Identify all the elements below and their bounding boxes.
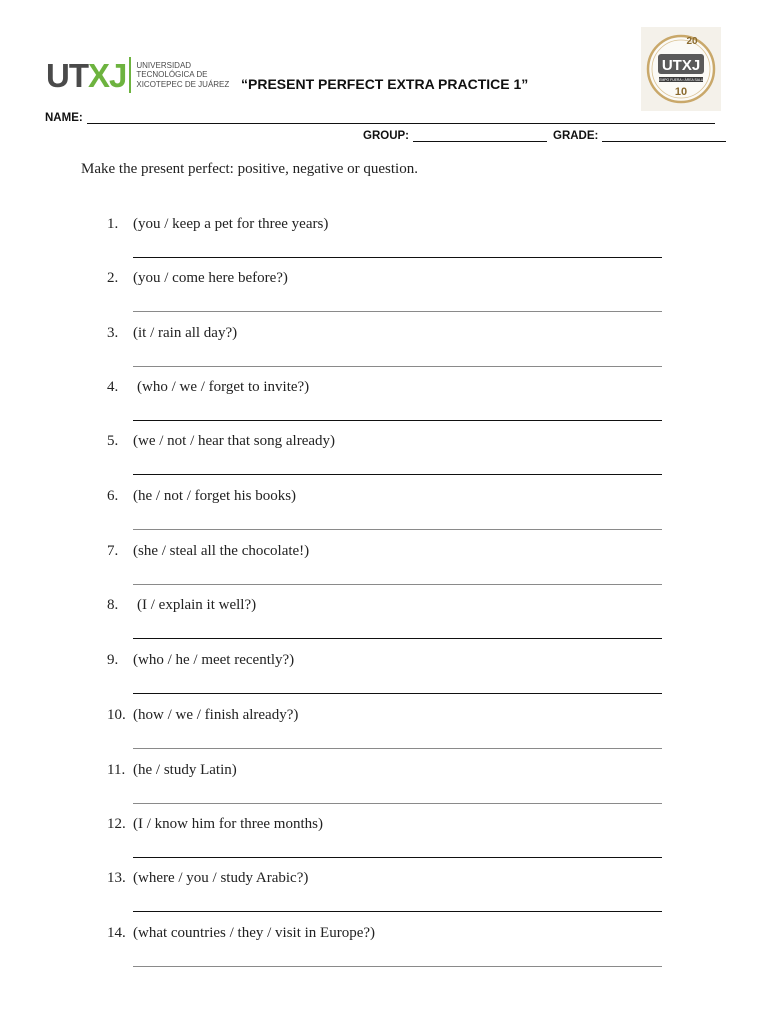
exercise-prompt: (you / keep a pet for three years): [133, 216, 329, 232]
answer-line[interactable]: [133, 693, 662, 694]
exercise-prompt: (he / study Latin): [133, 762, 237, 778]
exercise-prompt: (how / we / finish already?): [133, 707, 299, 723]
exercise-number: 12.: [107, 816, 126, 832]
exercise-item-8: [0, 597, 768, 651]
logo-text-line-2: TECNOLÓGICA DE: [136, 70, 208, 80]
answer-line[interactable]: [133, 474, 662, 475]
exercise-number: 10.: [107, 707, 126, 723]
seal-bottom-number: 10: [674, 86, 688, 98]
answer-line[interactable]: [133, 584, 662, 585]
group-grade-row: [363, 130, 732, 142]
exercise-item-10: [0, 707, 768, 761]
answer-line[interactable]: [133, 966, 662, 967]
answer-line[interactable]: [133, 638, 662, 639]
exercise-prompt: (it / rain all day?): [133, 325, 238, 341]
exercise-prompt: (I / know him for three months): [133, 816, 323, 832]
seal-name: UTXJ: [661, 57, 701, 74]
exercise-prompt: (you / come here before?): [133, 270, 288, 286]
answer-line[interactable]: [133, 803, 662, 804]
grade-label: GRADE:: [553, 130, 599, 142]
worksheet-title: “PRESENT PERFECT EXTRA PRACTICE 1”: [241, 76, 529, 92]
exercise-item-9: [0, 652, 768, 706]
exercise-number: 2.: [107, 270, 119, 286]
grade-line[interactable]: [602, 131, 726, 142]
seal-caption: TIEMPO FUERA • ÁREA SALUD: [656, 78, 706, 82]
exercise-prompt: (who / we / forget to invite?): [137, 379, 310, 395]
exercise-number: 1.: [107, 216, 119, 232]
exercise-number: 11.: [107, 762, 126, 778]
answer-line[interactable]: [133, 257, 662, 258]
exercise-number: 14.: [107, 925, 126, 941]
exercise-number: 8.: [107, 597, 119, 613]
exercise-number: 3.: [107, 325, 119, 341]
university-logo: [46, 56, 229, 94]
exercise-prompt: (what countries / they / visit in Europe?): [133, 925, 376, 941]
exercise-prompt: (where / you / study Arabic?): [133, 870, 309, 886]
logo-text-line-1: UNIVERSIDAD: [136, 60, 192, 70]
exercise-prompt: (we / not / hear that song already): [133, 433, 336, 449]
grade-field: [553, 130, 732, 142]
exercise-number: 5.: [107, 433, 119, 449]
exercise-number: 9.: [107, 652, 119, 668]
exercise-item-3: [0, 325, 768, 379]
answer-line[interactable]: [133, 529, 662, 530]
name-line[interactable]: [87, 113, 715, 124]
exercise-prompt: (she / steal all the chocolate!): [133, 543, 310, 559]
exercise-number: 13.: [107, 870, 126, 886]
name-field: [45, 112, 715, 124]
answer-line[interactable]: [133, 366, 662, 367]
seal-top-number: 20: [686, 36, 698, 47]
logo-mark-xj: XJ: [88, 56, 127, 94]
exercise-prompt: (I / explain it well?): [137, 597, 257, 613]
exercise-number: 6.: [107, 488, 119, 504]
answer-line[interactable]: [133, 311, 662, 312]
exercise-prompt: (he / not / forget his books): [133, 488, 297, 504]
logo-divider: [129, 57, 131, 93]
exercise-number: 7.: [107, 543, 119, 559]
answer-line[interactable]: [133, 420, 662, 421]
exercise-item-11: [0, 762, 768, 816]
group-line[interactable]: [413, 131, 547, 142]
exercise-prompt: (who / he / meet recently?): [133, 652, 295, 668]
logo-text: [136, 61, 229, 90]
exercise-item-13: [0, 870, 768, 924]
exercise-number: 4.: [107, 379, 119, 395]
exercise-item-7: [0, 543, 768, 597]
name-label: NAME:: [45, 112, 83, 124]
seal-graphic: [641, 27, 721, 111]
logo-mark: [46, 56, 127, 94]
logo-mark-ut: UT: [46, 56, 88, 94]
exercise-item-4: [0, 379, 768, 433]
exercise-item-14: [0, 925, 768, 979]
instructions: Make the present perfect: positive, negative or question.: [81, 161, 418, 177]
logo-text-line-3: XICOTEPEC DE JUÁREZ: [136, 79, 230, 89]
group-label: GROUP:: [363, 130, 409, 142]
exercise-item-1: [0, 216, 768, 270]
answer-line[interactable]: [133, 748, 662, 749]
exercise-item-12: [0, 816, 768, 870]
exercise-item-2: [0, 270, 768, 324]
answer-line[interactable]: [133, 911, 662, 912]
anniversary-seal: [641, 27, 721, 111]
exercise-item-5: [0, 433, 768, 487]
exercise-item-6: [0, 488, 768, 542]
answer-line[interactable]: [133, 857, 662, 858]
